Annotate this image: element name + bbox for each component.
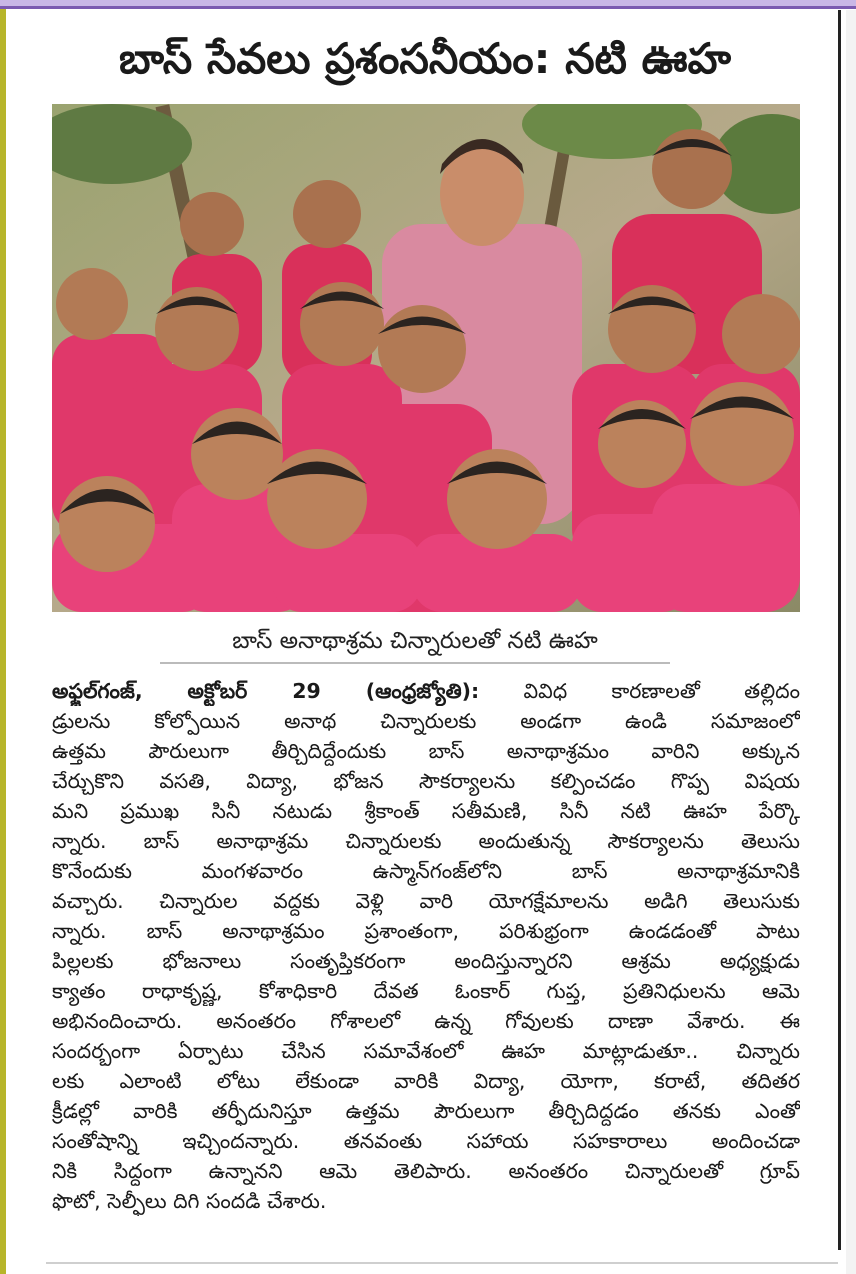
dateline: అఫ్జల్‌గంజ్, అక్టోబర్ 29 (ఆంధ్రజ్యోతి): xyxy=(52,679,480,703)
article-line: సందర్భంగా ఏర్పాటు చేసిన సమావేశంలో ఊహ మాట్లాడుతూ.. చిన్నారు xyxy=(52,1039,800,1063)
article-line: ఉత్తమ పౌరులుగా తీర్చిదిద్దేందుకు బాస్ అనాథాశ్రమం వారిని అక్కున xyxy=(52,739,800,763)
article-line: అభినందించారు. అనంతరం గోశాలలో ఉన్న గోవులకు దాణా వేశారు. ఈ xyxy=(52,1009,800,1033)
article-line: వచ్చారు. చిన్నారుల వద్దకు వెళ్లి వారి యోగక్షేమాలను అడిగి తెలుసుకు xyxy=(52,889,800,913)
article-headline: బాస్ సేవలు ప్రశంసనీయం: నటి ఊహ xyxy=(119,34,731,83)
top-border-accent xyxy=(0,6,856,9)
article-line: క్యాతం రాధాకృష్ణ, కోశాధికారి దేవత ఓంకార్ గుప్త, ప్రతినిధులను ఆమె xyxy=(52,979,800,1003)
article-line: క్రీడల్లో వారికి తర్ఫీదునిస్తూ ఉత్తమ పౌరులుగా తీర్చిదిద్దడం తనకు ఎంతో xyxy=(52,1099,800,1123)
right-margin xyxy=(846,10,856,1274)
article-line: నికి సిద్ధంగా ఉన్నానని ఆమె తెలిపారు. అనంతరం చిన్నారులతో గ్రూప్ xyxy=(52,1159,800,1183)
article-line: ఫొటో, సెల్ఫీలు దిగి సందడి చేశారు. xyxy=(52,1189,327,1213)
column-rule xyxy=(838,10,841,1250)
bottom-border xyxy=(46,1262,838,1264)
article-line-0 xyxy=(52,676,800,706)
article-line: డ్రులను కోల్పోయిన అనాథ చిన్నారులకు అండగా ఉండి సమాజంలో xyxy=(52,709,800,733)
article-line: న్నారు. బాస్ అనాథాశ్రమ చిన్నారులకు అందుతున్న సౌకర్యాలను తెలుసు xyxy=(52,829,800,853)
left-margin-bar xyxy=(0,9,6,1274)
article-line: చేర్చుకొని వసతి, విద్యా, భోజన సౌకర్యాలను కల్పించడం గొప్ప విషయ xyxy=(52,769,800,793)
article-line: మని ప్రముఖ సినీ నటుడు శ్రీకాంత్ సతీమణి, సినీ నటి ఊహ పేర్కొ xyxy=(52,799,800,823)
photo-caption: బాస్ అనాథాశ్రమ చిన్నారులతో నటి ఊహ xyxy=(160,620,670,664)
article-line-0-text: వివిధ కారణాలతో తల్లిదం xyxy=(479,679,800,703)
article-line: కొనేందుకు మంగళవారం ఉస్మాన్‌గంజ్‌లోని బాస్ అనాథాశ్రమానికి xyxy=(52,859,800,883)
article-line: న్నారు. బాస్ అనాథాశ్రమం ప్రశాంతంగా, పరిశుభ్రంగా ఉండడంతో పాటు xyxy=(52,919,800,943)
group-photo xyxy=(52,104,800,612)
article-body xyxy=(52,676,800,1216)
article-line: పిల్లలకు భోజనాలు సంతృప్తికరంగా అందిస్తున్నారని ఆశ్రమ అధ్యక్షుడు xyxy=(52,949,800,973)
article-line: సంతోషాన్ని ఇచ్చిందన్నారు. తనవంతు సహాయ సహకారాలు అందించడా xyxy=(52,1129,800,1153)
group-photo-illustration xyxy=(52,104,800,612)
article-line: లకు ఎలాంటి లోటు లేకుండా వారికి విద్యా, యోగా, కరాటే, తదితర xyxy=(52,1069,800,1093)
